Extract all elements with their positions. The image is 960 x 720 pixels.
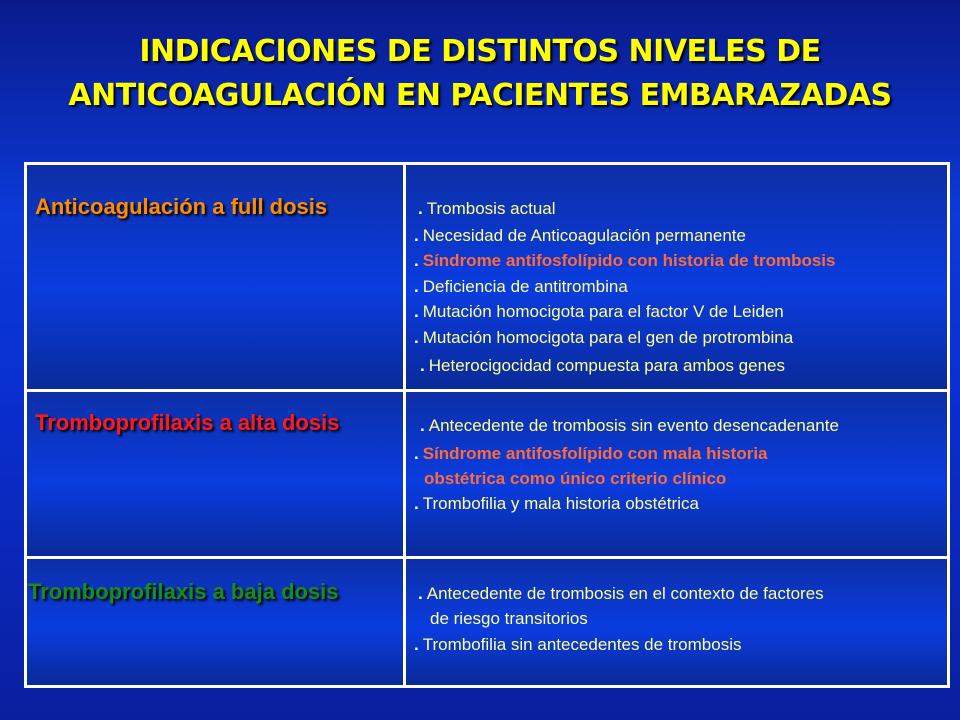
- list-item: . Mutación homocigota para el gen de protrombina: [414, 328, 794, 347]
- label-high-dose: Tromboprofilaxis a alta dosis: [35, 410, 340, 435]
- column-divider: [403, 165, 406, 685]
- label-low-dose: Tromboprofilaxis a baja dosis: [28, 579, 339, 604]
- row-divider: [27, 556, 947, 559]
- list-item: . Necesidad de Anticoagulación permanente: [414, 226, 746, 245]
- list-item-highlight: . Síndrome antifosfolípido con mala historia: [414, 444, 768, 463]
- list-item-continued: de riesgo transitorios: [430, 609, 588, 628]
- list-item-highlight-continued: obstétrica como único criterio clínico: [424, 469, 727, 488]
- row-low-label-cell: [27, 559, 403, 685]
- list-item: . Antecedente de trombosis en el contexto de factores: [418, 584, 824, 603]
- slide-title: [0, 30, 960, 118]
- list-item: . Heterocigocidad compuesta para ambos genes: [420, 356, 786, 375]
- title-line-1: INDICACIONES DE DISTINTOS NIVELES DE: [139, 34, 821, 69]
- list-item-highlight: . Síndrome antifosfolípido con historia de trombosis: [414, 251, 836, 270]
- list-item: . Deficiencia de antitrombina: [414, 277, 628, 296]
- list-item: . Antecedente de trombosis sin evento desencadenante: [420, 416, 839, 435]
- list-item: . Trombosis actual: [418, 199, 556, 218]
- title-line-2: ANTICOAGULACIÓN EN PACIENTES EMBARAZADAS: [68, 78, 892, 113]
- label-full-dose: Anticoagulación a full dosis: [35, 194, 328, 219]
- list-item: . Trombofilia y mala historia obstétrica: [414, 494, 699, 513]
- list-item: . Mutación homocigota para el factor V de Leiden: [414, 302, 784, 321]
- list-item: . Trombofilia sin antecedentes de trombosis: [414, 635, 742, 654]
- row-divider: [27, 389, 947, 392]
